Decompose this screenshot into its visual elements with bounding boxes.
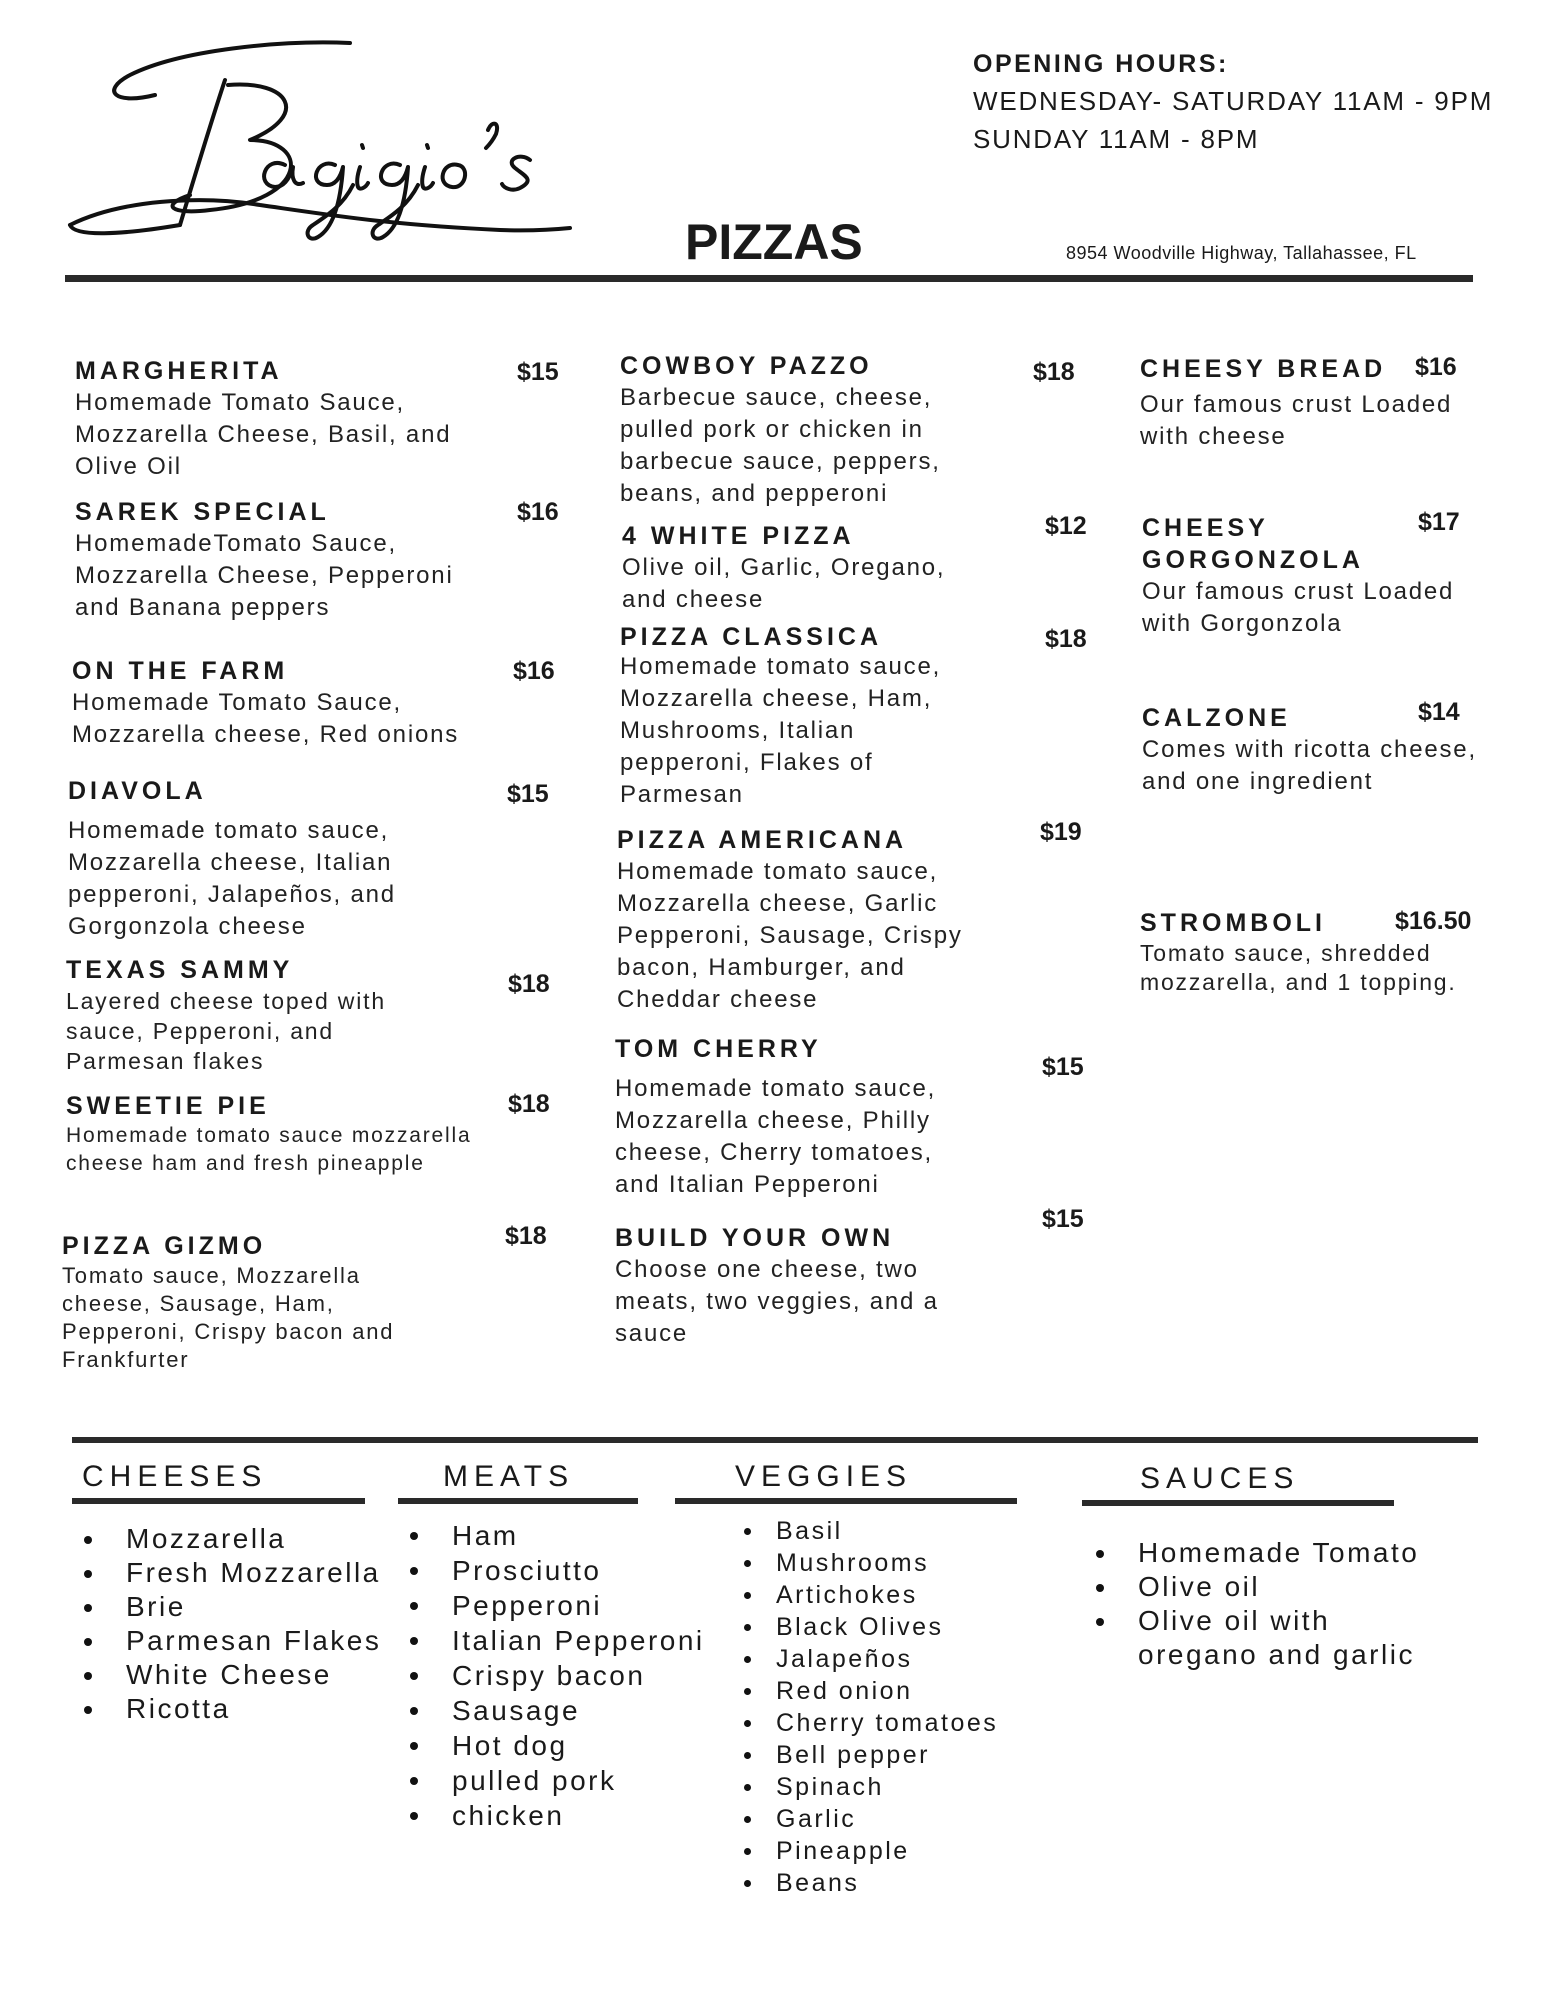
list-item [1096, 1570, 1456, 1604]
bullet-icon [410, 1742, 418, 1750]
list-item [410, 1518, 705, 1553]
menu-item [66, 954, 526, 1076]
menu-item [62, 1230, 522, 1374]
item-price: $16 [1415, 353, 1457, 381]
list-item-label: Beans [776, 1869, 860, 1897]
list-item-label: Bell pepper [776, 1741, 930, 1769]
item-price: $15 [517, 358, 559, 386]
sauces-underline [1082, 1500, 1394, 1506]
item-price: $18 [508, 1090, 550, 1118]
list-item-label: Ham [452, 1520, 519, 1551]
veggies-underline [675, 1498, 1017, 1504]
item-description: Tomato sauce, shredded mozzarella, and 1 topping. [1140, 940, 1457, 995]
item-price: $12 [1045, 512, 1087, 540]
bullet-icon [410, 1672, 418, 1680]
list-item-label: chicken [452, 1800, 565, 1831]
list-item [84, 1522, 381, 1556]
list-item-label: Sausage [452, 1695, 581, 1726]
item-price: $19 [1040, 818, 1082, 846]
list-item [744, 1547, 998, 1579]
bullet-icon [410, 1637, 418, 1645]
item-price: $17 [1418, 508, 1460, 536]
item-name: DIAVOLA [68, 777, 207, 805]
item-name: COWBOY PAZZO [620, 352, 873, 380]
bullet-icon [744, 1816, 751, 1823]
menu-item [75, 355, 535, 483]
item-name: MARGHERITA [75, 357, 283, 385]
item-name: CALZONE [1142, 704, 1291, 732]
item-price: $15 [507, 780, 549, 808]
item-name: CHEESY GORGONZOLA [1142, 514, 1364, 574]
list-item-label: Mushrooms [776, 1549, 930, 1577]
list-item [1096, 1604, 1456, 1672]
item-name: TOM CHERRY [615, 1035, 822, 1063]
list-item-label: Garlic [776, 1805, 857, 1833]
list-item-label: Homemade Tomato [1138, 1537, 1420, 1568]
list-item-label: Jalapeños [776, 1645, 913, 1673]
list-item [410, 1553, 705, 1588]
menu-item [622, 520, 1082, 616]
list-item [744, 1835, 998, 1867]
item-description: Homemade tomato sauce, Mozzarella cheese, Garlic Pepperoni, Sausage, Crispy bacon, Hamburger, and Cheddar cheese [617, 858, 963, 1013]
list-item [744, 1771, 998, 1803]
list-item [744, 1515, 998, 1547]
address: 8954 Woodville Highway, Tallahassee, FL [1066, 243, 1417, 263]
item-price: $18 [508, 970, 550, 998]
list-item-label: Crispy bacon [452, 1660, 646, 1691]
cheeses-underline [72, 1498, 365, 1504]
sauces-title: SAUCES [1140, 1462, 1300, 1495]
veggies-list [744, 1515, 998, 1899]
sauces-list [1096, 1536, 1456, 1672]
item-price: $15 [1042, 1053, 1084, 1081]
item-price: $14 [1418, 698, 1460, 726]
list-item-label: Hot dog [452, 1730, 568, 1761]
list-item [410, 1693, 705, 1728]
bullet-icon [744, 1848, 751, 1855]
item-description: Homemade Tomato Sauce, Mozzarella Cheese, Basil, and Olive Oil [75, 389, 452, 480]
item-price: $18 [1045, 625, 1087, 653]
bullet-icon [84, 1536, 92, 1544]
list-item [744, 1675, 998, 1707]
menu-item [66, 1090, 526, 1178]
item-description: Tomato sauce, Mozzarella cheese, Sausage, Ham, Pepperoni, Crispy bacon and Frankfurter [62, 1263, 395, 1372]
list-item [84, 1556, 381, 1590]
item-name: PIZZA CLASSICA [620, 623, 883, 651]
bullet-icon [744, 1688, 751, 1695]
list-item-label: Italian Pepperoni [452, 1625, 705, 1656]
bullet-icon [744, 1560, 751, 1567]
list-item-label: Cherry tomatoes [776, 1709, 999, 1737]
menu-item [615, 1222, 1075, 1350]
bullet-icon [1096, 1584, 1104, 1592]
menu-item [617, 824, 1077, 1016]
hours-line-weekday: WEDNESDAY- SATURDAY 11AM - 9PM [973, 86, 1494, 116]
item-description: Olive oil, Garlic, Oregano, and cheese [622, 554, 946, 613]
list-item-label: Pineapple [776, 1837, 910, 1865]
bullet-icon [84, 1604, 92, 1612]
item-price: $18 [1033, 358, 1075, 386]
list-item [84, 1692, 381, 1726]
list-item [744, 1867, 998, 1899]
bullet-icon [410, 1812, 418, 1820]
item-description: Comes with ricotta cheese, and one ingredient [1142, 736, 1477, 795]
list-item [744, 1739, 998, 1771]
bullet-icon [744, 1656, 751, 1663]
item-name: PIZZA GIZMO [62, 1232, 267, 1260]
item-name: SWEETIE PIE [66, 1092, 270, 1120]
meats-list [410, 1518, 705, 1833]
cheeses-title: CHEESES [82, 1460, 268, 1493]
list-item [410, 1798, 705, 1833]
bullet-icon [410, 1567, 418, 1575]
list-item-label: Artichokes [776, 1581, 918, 1609]
item-name: SAREK SPECIAL [75, 498, 330, 526]
list-item [410, 1623, 705, 1658]
bullet-icon [744, 1592, 751, 1599]
list-item-label: White Cheese [126, 1659, 332, 1690]
list-item [84, 1590, 381, 1624]
list-item-label: Brie [126, 1591, 186, 1622]
item-description: HomemadeTomato Sauce, Mozzarella Cheese, Pepperoni and Banana peppers [75, 530, 454, 621]
list-item-label: Ricotta [126, 1693, 231, 1724]
menu-item [615, 1033, 1075, 1201]
ingredients-divider [72, 1437, 1478, 1443]
bagigios-logo [60, 25, 580, 255]
bullet-icon [1096, 1618, 1104, 1626]
list-item [410, 1728, 705, 1763]
veggies-title: VEGGIES [735, 1460, 913, 1493]
item-name: BUILD YOUR OWN [615, 1224, 895, 1252]
header-divider [65, 275, 1473, 282]
item-description: Homemade tomato sauce mozzarella cheese ham and fresh pineapple [66, 1124, 472, 1175]
item-description: Homemade tomato sauce, Mozzarella cheese, Ham, Mushrooms, Italian pepperoni, Flakes of Parmesan [620, 653, 942, 808]
bullet-icon [84, 1706, 92, 1714]
list-item-label: Black Olives [776, 1613, 944, 1641]
list-item [744, 1611, 998, 1643]
item-name: ON THE FARM [72, 657, 289, 685]
menu-item [72, 655, 532, 751]
list-item-label: Fresh Mozzarella [126, 1557, 381, 1588]
opening-hours-title: OPENING HOURS: [973, 50, 1229, 78]
item-name: CHEESY BREAD [1140, 355, 1387, 383]
list-item [744, 1579, 998, 1611]
item-description: Homemade tomato sauce, Mozzarella cheese, Philly cheese, Cherry tomatoes, and Italian Pepperoni [615, 1075, 937, 1198]
menu-item [68, 775, 528, 943]
item-price: $16.50 [1395, 907, 1472, 935]
bullet-icon [744, 1720, 751, 1727]
list-item-label: Olive oil with oregano and garlic [1138, 1605, 1415, 1670]
item-name: TEXAS SAMMY [66, 956, 294, 984]
bullet-icon [1096, 1550, 1104, 1558]
list-item [744, 1803, 998, 1835]
list-item-label: Basil [776, 1517, 843, 1545]
bullet-icon [744, 1624, 751, 1631]
bullet-icon [744, 1752, 751, 1759]
menu-item [620, 350, 1080, 510]
bullet-icon [84, 1672, 92, 1680]
item-description: Layered cheese toped with sauce, Pepperoni, and Parmesan flakes [66, 988, 386, 1074]
list-item-label: Mozzarella [126, 1523, 287, 1554]
list-item-label: Prosciutto [452, 1555, 602, 1586]
bullet-icon [410, 1777, 418, 1785]
item-name: PIZZA AMERICANA [617, 826, 908, 854]
bullet-icon [84, 1638, 92, 1646]
bullet-icon [410, 1532, 418, 1540]
bullet-icon [744, 1880, 751, 1887]
list-item [410, 1658, 705, 1693]
item-name: STROMBOLI [1140, 909, 1326, 937]
item-name: 4 WHITE PIZZA [622, 522, 855, 550]
menu-item [620, 623, 1080, 811]
item-description: Our famous crust Loaded with cheese [1140, 391, 1453, 450]
item-description: Homemade Tomato Sauce, Mozzarella cheese, Red onions [72, 689, 460, 748]
list-item [84, 1624, 381, 1658]
meats-title: MEATS [443, 1460, 575, 1493]
item-price: $18 [505, 1222, 547, 1250]
item-description: Choose one cheese, two meats, two veggies, and a sauce [615, 1256, 939, 1347]
list-item [410, 1588, 705, 1623]
menu-item [75, 496, 535, 624]
bullet-icon [410, 1602, 418, 1610]
cheeses-list [84, 1522, 381, 1726]
list-item [1096, 1536, 1456, 1570]
list-item [84, 1658, 381, 1692]
list-item [744, 1643, 998, 1675]
item-price: $16 [517, 498, 559, 526]
item-description: Our famous crust Loaded with Gorgonzola [1142, 578, 1455, 637]
menu-item [1140, 353, 1545, 453]
bullet-icon [410, 1707, 418, 1715]
bullet-icon [84, 1570, 92, 1578]
bullet-icon [744, 1528, 751, 1535]
list-item-label: Parmesan Flakes [126, 1625, 382, 1656]
list-item-label: pulled pork [452, 1765, 617, 1796]
item-description: Homemade tomato sauce, Mozzarella cheese, Italian pepperoni, Jalapeños, and Gorgonzola cheese [68, 817, 396, 940]
bullet-icon [744, 1784, 751, 1791]
list-item-label: Olive oil [1138, 1571, 1261, 1602]
list-item-label: Red onion [776, 1677, 913, 1705]
hours-line-sunday: SUNDAY 11AM - 8PM [973, 124, 1260, 154]
list-item [744, 1707, 998, 1739]
section-title: PIZZAS [685, 214, 863, 270]
list-item [410, 1763, 705, 1798]
list-item-label: Spinach [776, 1773, 884, 1801]
meats-underline [398, 1498, 638, 1504]
item-price: $16 [513, 657, 555, 685]
item-price: $15 [1042, 1205, 1084, 1233]
list-item-label: Pepperoni [452, 1590, 603, 1621]
item-description: Barbecue sauce, cheese, pulled pork or chicken in barbecue sauce, peppers, beans, and pepperoni [620, 384, 941, 507]
